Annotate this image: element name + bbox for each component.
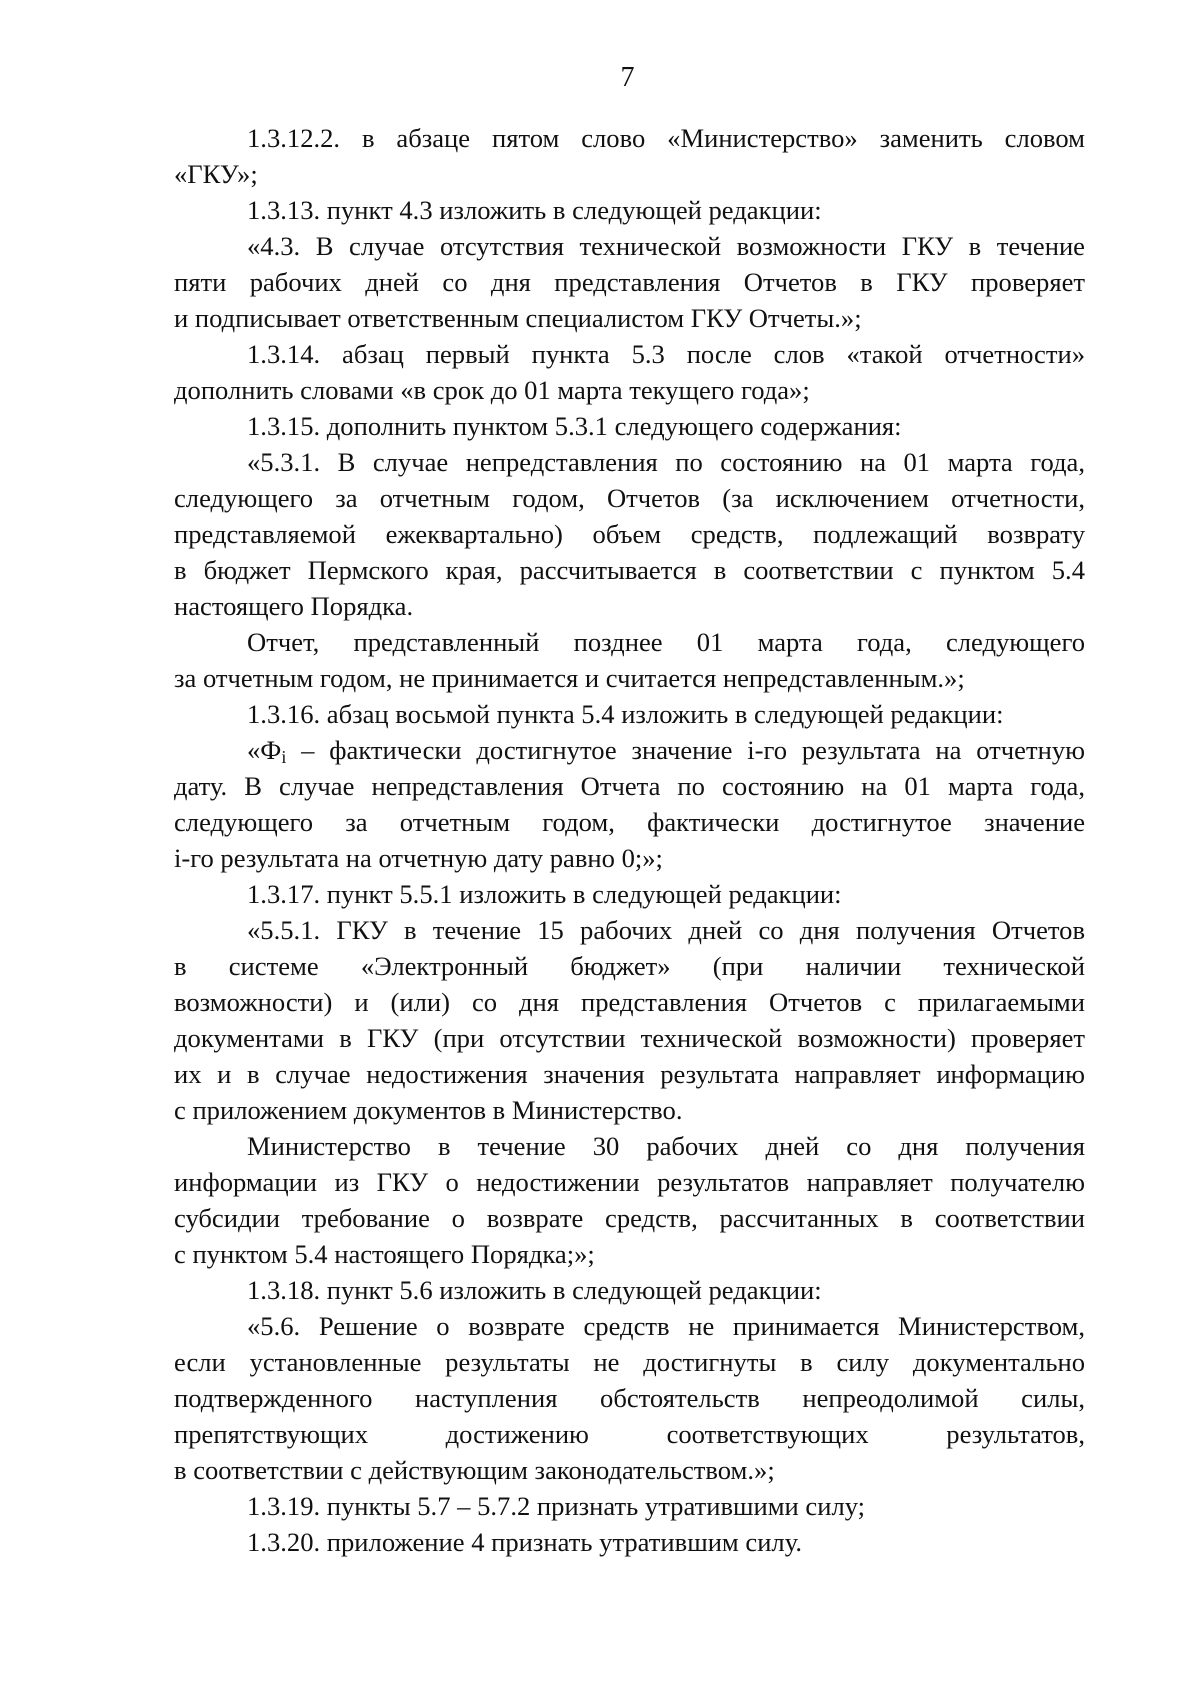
paragraph-line: дополнить словами «в срок до 01 марта текущего года»; [174, 375, 810, 405]
paragraph-line: в системе «Электронный бюджет» (при наличии технической [174, 951, 1085, 981]
paragraph-line [174, 732, 1085, 768]
paragraph-line: «4.3. В случае отсутствия технической возможности ГКУ в течение [247, 231, 1085, 261]
paragraph-line: и подписывает ответственным специалистом ГКУ Отчеты.»; [174, 303, 862, 333]
paragraph [174, 1488, 1085, 1524]
paragraph-line: 1.3.18. пункт 5.6 изложить в следующей редакции: [247, 1275, 822, 1305]
paragraph-line: документами в ГКУ (при отсутствии технической возможности) проверяет [174, 1023, 1085, 1053]
paragraph-line: 1.3.14. абзац первый пункта 5.3 после слов «такой отчетности» [247, 339, 1085, 369]
paragraph-line: 1.3.19. пункты 5.7 – 5.7.2 признать утратившими силу; [247, 1491, 866, 1521]
paragraph-line: 1.3.20. приложение 4 признать утратившим силу. [247, 1527, 802, 1557]
paragraph-line: 1.3.17. пункт 5.5.1 изложить в следующей редакции: [247, 879, 842, 909]
paragraph [174, 1272, 1085, 1308]
paragraph-line: с пунктом 5.4 настоящего Порядка;»; [174, 1239, 595, 1269]
paragraph [174, 120, 1085, 192]
paragraph-line: следующего за отчетным годом, фактически достигнутое значение [174, 807, 1085, 837]
paragraph-line: представляемой ежеквартально) объем средств, подлежащий возврату [174, 519, 1085, 549]
paragraph-line: Отчет, представленный позднее 01 марта года, следующего [247, 627, 1085, 657]
page-number: 7 [620, 62, 635, 93]
paragraph [174, 228, 1085, 336]
formula-text: – фактически достигнутое значение i-го результата на отчетную [286, 735, 1085, 765]
paragraph-line: в бюджет Пермского края, рассчитывается в соответствии с пунктом 5.4 [174, 555, 1085, 585]
paragraph-line: дату. В случае непредставления Отчета по состоянию на 01 марта года, [174, 771, 1085, 801]
paragraph-line: 1.3.16. абзац восьмой пункта 5.4 изложить в следующей редакции: [247, 699, 1004, 729]
paragraph [174, 732, 1085, 876]
paragraph-line: «5.3.1. В случае непредставления по состоянию на 01 марта года, [247, 447, 1085, 477]
paragraph [174, 1128, 1085, 1272]
paragraph-line: с приложением документов в Министерство. [174, 1095, 683, 1125]
paragraph [174, 444, 1085, 624]
paragraph-line: «ГКУ»; [174, 159, 258, 189]
paragraph-line: настоящего Порядка. [174, 591, 414, 621]
document-body [174, 120, 1085, 1560]
paragraph [174, 408, 1085, 444]
paragraph [174, 1308, 1085, 1488]
paragraph-line: их и в случае недостижения значения результата направляет информацию [174, 1059, 1085, 1089]
paragraph [174, 336, 1085, 408]
paragraph-line: пяти рабочих дней со дня представления Отчетов в ГКУ проверяет [174, 267, 1085, 297]
paragraph-line: информации из ГКУ о недостижении результатов направляет получателю [174, 1167, 1085, 1197]
paragraph-line: подтвержденного наступления обстоятельств непреодолимой силы, [174, 1383, 1085, 1413]
paragraph-line: возможности) и (или) со дня представления Отчетов с прилагаемыми [174, 987, 1085, 1017]
paragraph-line: «5.5.1. ГКУ в течение 15 рабочих дней со дня получения Отчетов [247, 915, 1085, 945]
paragraph [174, 876, 1085, 912]
formula-symbol: «Ф [247, 735, 282, 765]
formula-subscript: i [281, 747, 287, 767]
paragraph-line: препятствующих достижению соответствующих результатов, [174, 1419, 1085, 1449]
paragraph [174, 696, 1085, 732]
paragraph-line: 1.3.15. дополнить пунктом 5.3.1 следующего содержания: [247, 411, 902, 441]
paragraph-line: i-го результата на отчетную дату равно 0;»; [174, 843, 663, 873]
paragraph-line: если установленные результаты не достигнуты в силу документально [174, 1347, 1085, 1377]
paragraph-line: Министерство в течение 30 рабочих дней со дня получения [247, 1131, 1085, 1161]
paragraph-line: 1.3.13. пункт 4.3 изложить в следующей редакции: [247, 195, 822, 225]
paragraph-line: 1.3.12.2. в абзаце пятом слово «Министерство» заменить словом [247, 123, 1085, 153]
paragraph [174, 624, 1085, 696]
paragraph-line: в соответствии с действующим законодательством.»; [174, 1455, 775, 1485]
paragraph-line: за отчетным годом, не принимается и считается непредставленным.»; [174, 663, 965, 693]
paragraph-line: следующего за отчетным годом, Отчетов (за исключением отчетности, [174, 483, 1085, 513]
paragraph [174, 192, 1085, 228]
paragraph [174, 1524, 1085, 1560]
paragraph [174, 912, 1085, 1128]
paragraph-line: «5.6. Решение о возврате средств не принимается Министерством, [247, 1311, 1085, 1341]
paragraph-line: субсидии требование о возврате средств, рассчитанных в соответствии [174, 1203, 1085, 1233]
